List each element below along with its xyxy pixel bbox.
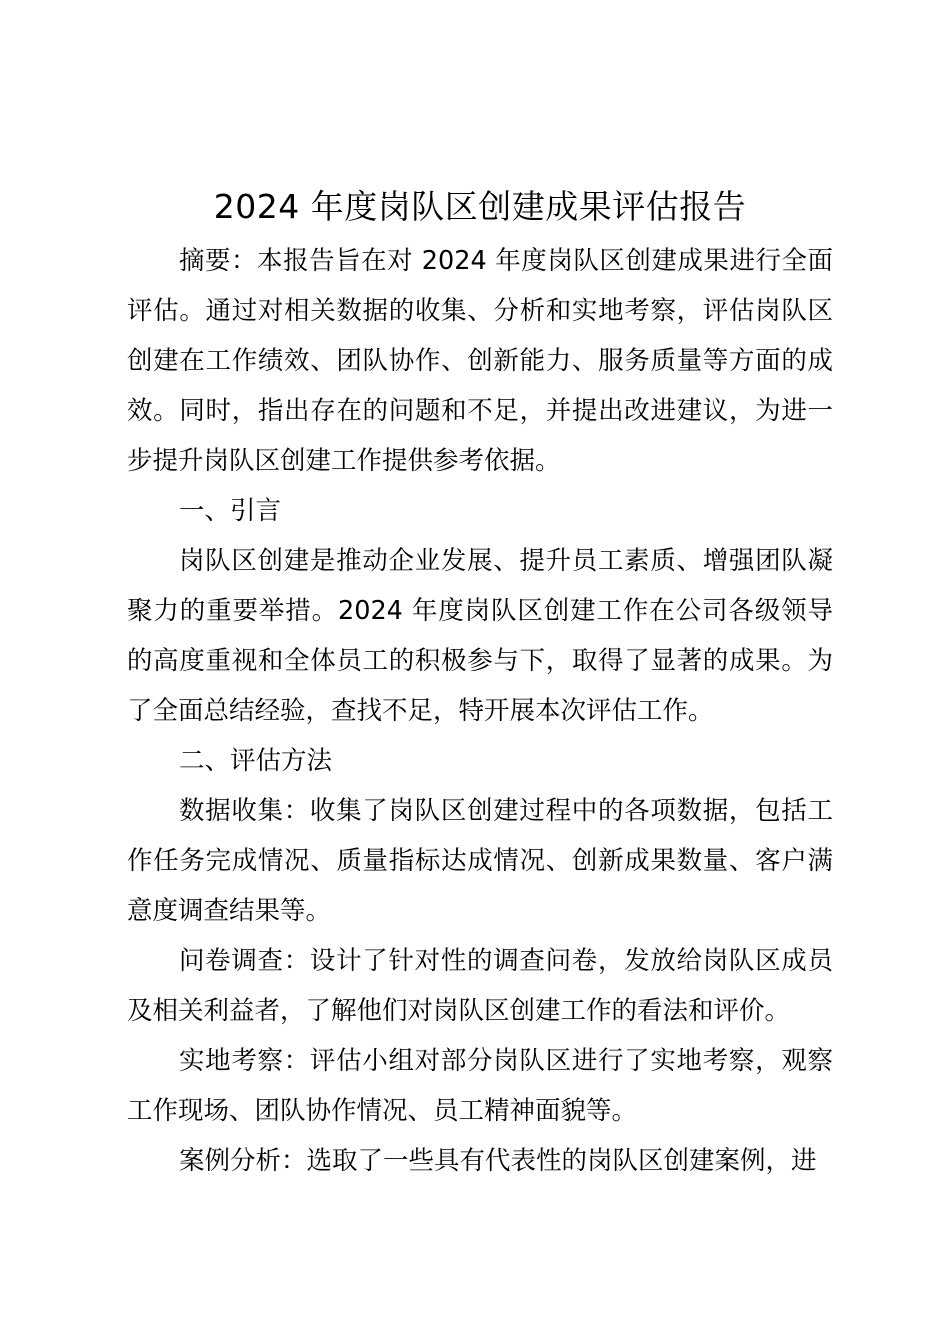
abstract-paragraph: 摘要：本报告旨在对 2024 年度岗队区创建成果进行全面评估。通过对相关数据的收集、分析和实地考察，评估岗队区创建在工作绩效、团队协作、创新能力、服务质量等方面的成效。同时，指出存在的问题和不足，并提出改进建议，为进一步提升岗队区创建工作提供参考依据。 bbox=[127, 246, 833, 476]
introduction-paragraph: 岗队区创建是推动企业发展、提升员工素质、增强团队凝聚力的重要举措。2024 年度岗队区创建工作在公司各级领导的高度重视和全体员工的积极参与下，取得了显著的成果。为了全面总结经验，查找不足，特开展本次评估工作。 bbox=[127, 546, 833, 726]
section-heading-introduction: 一、引言 bbox=[179, 496, 282, 526]
method-case-analysis-paragraph: 案例分析：选取了一些具有代表性的岗队区创建案例，进 bbox=[179, 1146, 817, 1176]
method-data-collection-paragraph: 数据收集：收集了岗队区创建过程中的各项数据，包括工作任务完成情况、质量指标达成情况、创新成果数量、客户满意度调查结果等。 bbox=[127, 796, 833, 926]
section-heading-methods: 二、评估方法 bbox=[179, 746, 333, 776]
method-site-visit-paragraph: 实地考察：评估小组对部分岗队区进行了实地考察，观察工作现场、团队协作情况、员工精神面貌等。 bbox=[127, 1046, 833, 1126]
document-title: 2024 年度岗队区创建成果评估报告 bbox=[213, 187, 747, 226]
method-questionnaire-paragraph: 问卷调查：设计了针对性的调查问卷，发放给岗队区成员及相关利益者，了解他们对岗队区创建工作的看法和评价。 bbox=[127, 946, 833, 1026]
document-page bbox=[127, 178, 833, 1186]
